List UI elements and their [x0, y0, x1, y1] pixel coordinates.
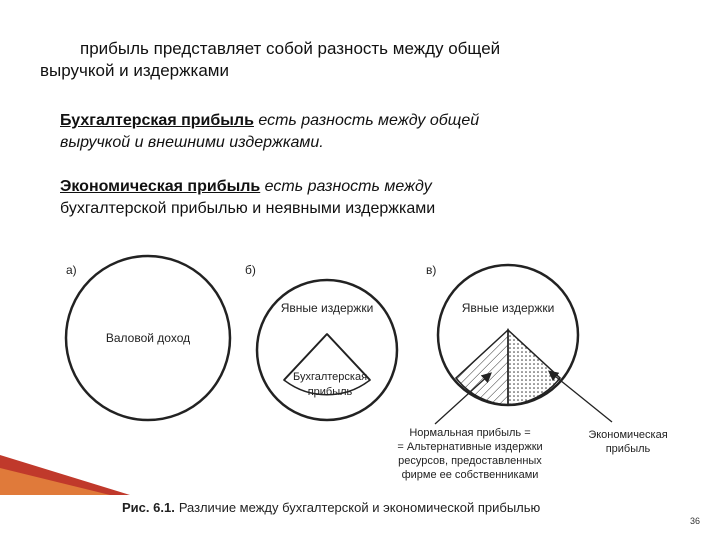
economic-profit-rest: есть разность между [260, 178, 432, 195]
page-number: 36 [689, 516, 700, 526]
intro-line-1: прибыль представляет собой разность между общей [80, 39, 501, 58]
normal-profit-line-3: ресурсов, предоставленных [398, 455, 542, 467]
economic-profit-arrow [550, 372, 612, 422]
normal-profit-line-2: = Альтернативные издержки [397, 441, 543, 453]
economic-profit-line-2: бухгалтерской прибылью и неявными издержками [60, 200, 436, 217]
circle-b-wedge-label-2: прибыль [307, 386, 353, 398]
figure-caption-text: Различие между бухгалтерской и экономической прибылью [178, 500, 541, 515]
economic-profit-line-2: прибыль [605, 443, 651, 455]
economic-profit-line-1: Экономическая [588, 429, 668, 441]
normal-profit-line-1: Нормальная прибыль = [409, 427, 531, 439]
intro-text [40, 38, 560, 82]
circle-b-letter: б) [245, 263, 256, 277]
circle-b-wedge-label-1: Бухгалтерская [292, 371, 368, 383]
accounting-profit-term: Бухгалтерская прибыль [60, 112, 254, 129]
circle-b-explicit-costs-label: Явные издержки [280, 301, 374, 315]
accounting-profit-definition [60, 110, 580, 154]
circle-c-explicit-costs-label: Явные издержки [461, 301, 555, 315]
profit-diagram [0, 250, 720, 495]
circle-c-normal-profit-wedge [456, 330, 508, 405]
figure-caption-label: Рис. 6.1. [122, 500, 175, 515]
accounting-profit-rest: есть разность между общей [253, 112, 480, 129]
circle-c-economic-profit-wedge [508, 330, 560, 405]
normal-profit-line-4: фирме ее собственниками [401, 469, 539, 481]
intro-line-2: выручкой и издержками [40, 61, 229, 80]
economic-profit-term: Экономическая прибыль [60, 178, 261, 195]
circle-c-letter: в) [426, 263, 437, 277]
gross-revenue-label: Валовой доход [105, 331, 191, 345]
economic-profit-definition [60, 176, 580, 220]
accounting-profit-line-2: выручкой и внешними издержками. [60, 134, 324, 151]
normal-profit-label [397, 427, 542, 481]
economic-profit-label [588, 429, 667, 455]
circle-a-letter: а) [66, 263, 77, 277]
figure-caption [122, 500, 540, 515]
